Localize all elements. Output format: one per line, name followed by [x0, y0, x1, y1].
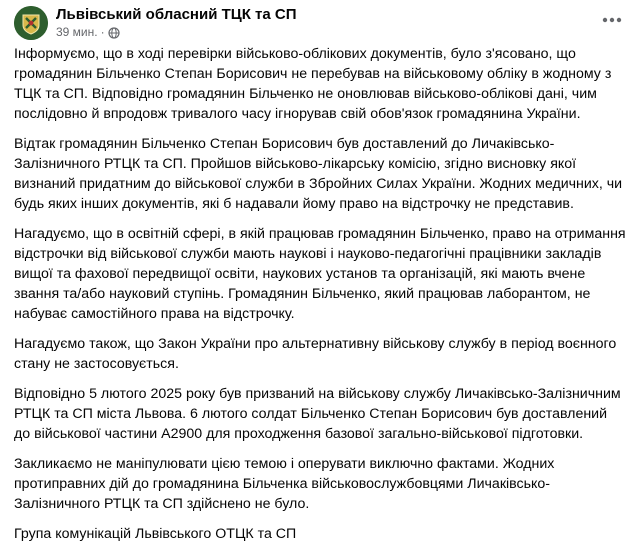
post-paragraph: Відтак громадянин Більченко Степан Борисович був доставлений до Личаківсько-Залізничного РТЦК та СП. Пройшов військово-лікарську комісію, згідно висновку якої визнаний придатним до військової служби в Збройних Силах України. Жодних медичних, чи будь яких інших документів, які б надавали йому право на відстрочку не представив. — [14, 136, 623, 212]
post-paragraph: Інформуємо, що в ході перевірки військово-облікових документів, було з'ясовано, що громадянин Більченко Степан Борисович не перебував на військовому обліку в жодному з ТЦК та СП. Відповідно громадянин Більченко не оновлював військово-облікові дані, чим послідовно й впродовж тривалого часу ігнорував свій обов'язок громадянина України. — [14, 46, 612, 122]
meta-separator: · — [100, 25, 105, 39]
post-paragraph: Відповідно 5 лютого 2025 року був призваний на військову службу Личаківсько-Залізничним РТЦК та СП міста Львова. 6 лютого солдат Більченко Степан Борисович був доставлений до військової частини А2900 для проходження базової загально-військової підготовки. — [14, 386, 621, 442]
post-header — [0, 0, 640, 40]
post-meta — [56, 25, 120, 39]
post-body — [14, 44, 626, 544]
military-emblem-icon — [14, 6, 48, 40]
page-avatar[interactable] — [14, 6, 48, 40]
post-paragraph: Нагадуємо також, що Закон України про альтернативну військову службу в період воєнного стану не застосовується. — [14, 336, 617, 372]
post-paragraph: Нагадуємо, що в освітній сфері, в якій працював громадянин Більченко, право на отримання відстрочки від військової служби мають наукові і науково-педагогічні працівники закладів вищої та фахової передвищої освіти, наукових установ та організацій, які мають вчене звання та/або науковий ступінь. Громадянин Більченко, який працював лаборантом, не набуває самостійного права на відстрочку. — [14, 226, 626, 322]
post-signature: Група комунікацій Львівського ОТЦК та СП — [14, 526, 297, 542]
page-name[interactable]: Львівський обласний ТЦК та СП — [56, 6, 297, 23]
post-paragraph: Закликаємо не маніпулювати цією темою і оперувати виключно фактами. Жодних протиправних дій до громадянина Більченка військовослужбовцями Личаківсько-Залізничного РТЦК та СП здійснено не було. — [14, 456, 555, 512]
post-time[interactable]: 39 мин. — [56, 25, 98, 39]
globe-icon — [108, 27, 120, 39]
more-options-icon[interactable] — [602, 12, 622, 23]
